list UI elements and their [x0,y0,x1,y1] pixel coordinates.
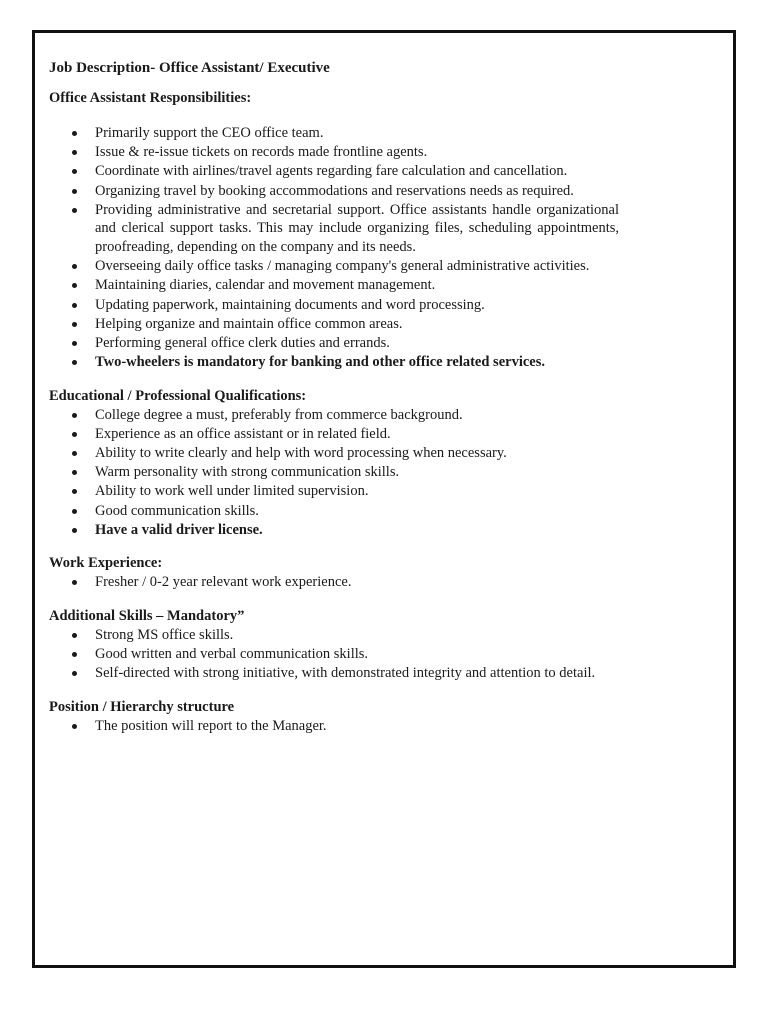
bullet-icon [72,671,77,676]
bullet-icon [72,169,77,174]
list-item-text: Self-directed with strong initiative, with demonstrated integrity and attention to detail. [95,665,596,682]
bullet-icon [72,652,77,657]
bullet-list [49,626,619,683]
list-item-text: Two-wheelers is mandatory for banking and other office related services. [95,354,545,371]
list-item-text: The position will report to the Manager. [95,717,327,734]
list-item [49,276,619,295]
list-item [49,124,619,143]
bullet-icon [72,509,77,514]
section-position-hierarchy-structure [49,698,619,736]
list-item-text: Helping organize and maintain office common areas. [95,315,403,332]
list-item-text: Fresher / 0-2 year relevant work experience. [95,574,352,591]
list-item-text: Ability to work well under limited supervision. [95,483,369,500]
list-item-text: Have a valid driver license. [95,521,263,538]
section-heading: Work Experience: [49,555,163,572]
list-item-text: Coordinate with airlines/travel agents regarding fare calculation and cancellation. [95,163,568,180]
bullet-list [49,124,619,372]
bullet-icon [72,413,77,418]
list-item [49,463,619,482]
list-item-text: Experience as an office assistant or in related field. [95,425,391,442]
list-item [49,717,619,736]
list-item [49,143,619,162]
section-heading: Position / Hierarchy structure [49,698,235,715]
bullet-icon [72,724,77,729]
list-item-text: Providing administrative and secretarial support. Office assistants handle organizational and clerical support tasks. This may include organizing files, scheduling appointments, proofreading, depending on the company and its needs. [95,201,619,255]
bullet-icon [72,470,77,475]
bullet-icon [72,303,77,308]
list-item-text: Strong MS office skills. [95,626,234,643]
list-item [49,645,619,664]
list-item-text: Overseeing daily office tasks / managing company's general administrative activities. [95,258,590,275]
section-heading: Educational / Professional Qualifications: [49,387,307,404]
list-item [49,201,619,257]
section-work-experience [49,554,619,592]
list-item-text: Ability to write clearly and help with word processing when necessary. [95,445,507,462]
list-item-text: Primarily support the CEO office team. [95,125,324,141]
list-item-text: Warm personality with strong communication skills. [95,464,400,481]
list-item-text: Issue & re-issue tickets on records made frontline agents. [95,144,428,161]
list-item [49,296,619,315]
bullet-icon [72,432,77,437]
list-item-text: Updating paperwork, maintaining documents and word processing. [95,296,485,313]
list-item [49,182,619,201]
list-item [49,406,619,425]
section-heading: Office Assistant Responsibilities: [49,90,252,106]
bullet-icon [72,283,77,288]
bullet-icon [72,528,77,533]
bullet-icon [72,633,77,638]
section-heading: Additional Skills – Mandatory” [49,607,245,624]
document-body [49,58,619,751]
document-title: Job Description- Office Assistant/ Executive [49,60,330,76]
bullet-list [49,573,619,592]
list-item [49,353,619,372]
list-item-text: Performing general office clerk duties and errands. [95,334,390,351]
bullet-icon [72,341,77,346]
bullet-icon [72,322,77,327]
list-item-text: College degree a must, preferably from commerce background. [95,406,463,423]
list-item [49,664,619,683]
list-item [49,257,619,276]
list-item [49,444,619,463]
section-office-assistant-responsibilities [49,89,619,372]
bullet-icon [72,489,77,494]
list-item [49,626,619,645]
bullet-icon [72,451,77,456]
bullet-list [49,406,619,540]
bullet-icon [72,580,77,585]
bullet-icon [72,189,77,194]
list-item-text: Organizing travel by booking accommodations and reservations needs as required. [95,182,574,199]
list-item [49,334,619,353]
section-educational-professional-qualifications [49,387,619,540]
list-item [49,425,619,444]
list-item [49,521,619,540]
bullet-icon [72,360,77,365]
list-item [49,482,619,501]
list-item [49,502,619,521]
list-item [49,162,619,181]
bullet-icon [72,208,77,213]
sections-container [49,89,619,736]
list-item [49,573,619,592]
bullet-icon [72,264,77,269]
list-item-text: Maintaining diaries, calendar and movement management. [95,277,436,294]
section-additional-skills-mandatory [49,607,619,683]
list-item [49,315,619,334]
bullet-icon [72,150,77,155]
list-item-text: Good communication skills. [95,502,259,519]
bullet-icon [72,131,77,136]
list-item-text: Good written and verbal communication skills. [95,646,369,663]
bullet-list [49,717,619,736]
